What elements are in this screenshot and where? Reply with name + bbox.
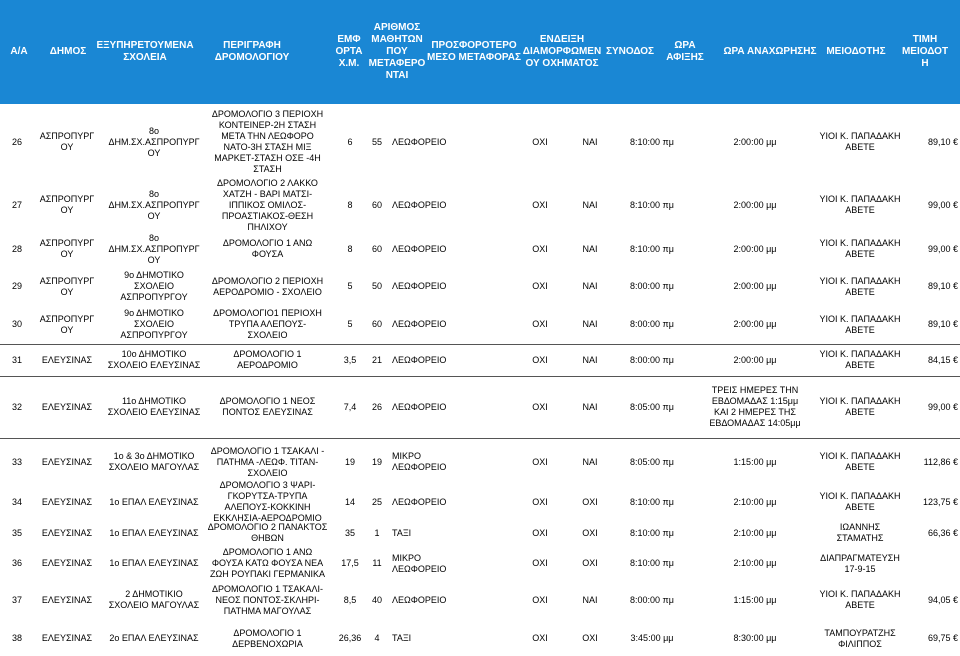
cell-sxoleia: 11ο ΔΗΜΟΤΙΚΟ ΣΧΟΛΕΙΟ ΕΛΕΥΣΙΝΑΣ: [107, 396, 201, 417]
header-cell-endeixi: ΕΝΔΕΙΞΗ ΔΙΑΜΟΡΦΩΜΕΝ ΟΥ ΟΧΗΜΑΤΟΣ: [522, 34, 602, 69]
cell-synodos: ΟΧΙ: [582, 496, 598, 507]
header-cell-afixi: ΩΡΑ ΑΦΙΞΗΣ: [666, 40, 704, 63]
cell-mathites: 55: [371, 136, 382, 147]
cell-dimos: ΕΛΕΥΣΙΝΑΣ: [41, 496, 93, 507]
row-divider: [0, 376, 960, 377]
cell-sxoleia: 9ο ΔΗΜΟΤΙΚΟ ΣΧΟΛΕΙΟ ΑΣΠΡΟΠΥΡΓΟΥ: [120, 270, 188, 302]
cell-mathites: 26: [371, 401, 382, 412]
cell-anaxorisi: 2:00:00 μμ: [733, 243, 777, 254]
table-row: [0, 305, 960, 344]
cell-mathites: 11: [372, 558, 382, 568]
cell-afixi: 8:05:00 πμ: [630, 401, 674, 412]
cell-afixi: 8:10:00 πμ: [630, 558, 674, 568]
cell-mathites: 60: [371, 319, 382, 329]
cell-km: 26,36: [338, 633, 362, 643]
cell-anaxorisi: 2:00:00 μμ: [733, 281, 777, 291]
row-divider: [0, 344, 960, 345]
header-cell-synodos: ΣΥΝΟΔΟΣ: [605, 46, 655, 57]
cell-sxoleia: 1ο ΕΠΑΛ ΕΛΕΥΣΙΝΑΣ: [109, 527, 199, 538]
cell-timi: 89,10 €: [927, 319, 958, 329]
cell-afixi: 8:00:00 πμ: [630, 354, 674, 365]
cell-perigrafi: ΔΡΟΜΟΛΟΓΙΟ1 ΠΕΡΙΟΧΗ ΤΡΥΠΑ ΑΛΕΠΟΥΣ- ΣΧΟΛΕΙΟ: [213, 308, 322, 340]
cell-mathites: 50: [371, 281, 382, 291]
cell-afixi: 8:05:00 πμ: [630, 456, 674, 467]
cell-aa: 34: [11, 496, 22, 507]
cell-sxoleia: 8ο ΔΗΜ.ΣΧ.ΑΣΠΡΟΠΥΡΓ ΟΥ: [108, 232, 200, 265]
cell-endeixi: ΟΧΙ: [532, 496, 548, 507]
cell-endeixi: ΟΧΙ: [532, 401, 548, 412]
cell-sxoleia: 10ο ΔΗΜΟΤΙΚΟ ΣΧΟΛΕΙΟ ΕΛΕΥΣΙΝΑΣ: [107, 349, 201, 370]
cell-meiodotis: ΥΙΟΙ Κ. ΠΑΠΑΔΑΚΗ ΑΒΕΤΕ: [819, 491, 901, 512]
cell-dimos: ΑΣΠΡΟΠΥΡΓ ΟΥ: [39, 313, 95, 335]
cell-anaxorisi: ΤΡΕΙΣ ΗΜΕΡΕΣ ΤΗΝ ΕΒΔΟΜΑΔΑΣ 1:15μμ ΚΑΙ 2 ΗΜΕΡΕΣ ΤΗΣ ΕΒΔΟΜΑΔΑΣ 14:05μμ: [709, 385, 801, 428]
cell-timi: 112,86 €: [923, 456, 958, 467]
cell-anaxorisi: 8:30:00 μμ: [733, 633, 777, 643]
table-row: [0, 438, 960, 486]
cell-meso: ΛΕΩΦΟΡΕΙΟ: [392, 319, 447, 329]
cell-meiodotis: ΙΩΑΝΝΗΣ ΣΤΑΜΑΤΗΣ: [836, 522, 884, 543]
cell-synodos: ΝΑΙ: [582, 401, 598, 412]
cell-sxoleia: 8ο ΔΗΜ.ΣΧ.ΑΣΠΡΟΠΥΡΓ ΟΥ: [108, 125, 200, 158]
cell-timi: 99,00 €: [927, 243, 958, 254]
cell-km: 14: [344, 496, 355, 507]
cell-meso: ΛΕΩΦΟΡΕΙΟ: [392, 281, 447, 291]
cell-meso: ΛΕΩΦΟΡΕΙΟ: [392, 496, 447, 507]
cell-anaxorisi: 2:00:00 μμ: [733, 354, 777, 365]
cell-dimos: ΑΣΠΡΟΠΥΡΓ ΟΥ: [39, 131, 95, 152]
cell-meso: ΜΙΚΡΟ ΛΕΩΦΟΡΕΙΟ: [392, 451, 447, 472]
cell-km: 6: [347, 136, 353, 147]
cell-synodos: ΝΑΙ: [582, 354, 598, 365]
header-cell-anaxorisi: ΩΡΑ ΑΝΑΧΩΡΗΣΗΣ: [723, 46, 817, 57]
cell-timi: 84,15 €: [927, 354, 958, 365]
cell-km: 7,4: [343, 401, 357, 412]
cell-endeixi: ΟΧΙ: [532, 199, 548, 210]
table-row: [0, 104, 960, 180]
cell-perigrafi: ΔΡΟΜΟΛΟΓΙΟ 1 ΑΕΡΟΔΡΟΜΙΟ: [233, 349, 302, 370]
cell-endeixi: ΟΧΙ: [532, 633, 548, 643]
cell-afixi: 8:00:00 πμ: [630, 319, 674, 329]
cell-aa: 29: [11, 281, 22, 291]
table-row: [0, 177, 960, 232]
cell-timi: 89,10 €: [927, 136, 958, 147]
cell-meiodotis: ΥΙΟΙ Κ. ΠΑΠΑΔΑΚΗ ΑΒΕΤΕ: [819, 275, 901, 297]
cell-perigrafi: ΔΡΟΜΟΛΟΓΙΟ 1 ΔΕΡΒΕΝΟΧΩΡΙΑ: [232, 627, 303, 649]
table-row: [0, 579, 960, 621]
table-row: [0, 518, 960, 548]
cell-meiodotis: ΥΙΟΙ Κ. ΠΑΠΑΔΑΚΗ ΑΒΕΤΕ: [819, 194, 901, 215]
cell-meiodotis: ΔΙΑΠΡΑΓΜΑΤΕΥΣΗ 17-9-15: [820, 552, 900, 574]
cell-timi: 89,10 €: [927, 281, 958, 291]
cell-dimos: ΕΛΕΥΣΙΝΑΣ: [41, 558, 93, 568]
cell-anaxorisi: 2:10:00 μμ: [733, 558, 777, 568]
cell-dimos: ΕΛΕΥΣΙΝΑΣ: [41, 401, 93, 412]
cell-perigrafi: ΔΡΟΜΟΛΟΓΙΟ 1 ΤΣΑΚΑΛΙ- ΝΕΟΣ ΠΟΝΤΟΣ-ΣΚΛΗΡΙ- ΠΑΤΗΜΑ ΜΑΓΟΥΛΑΣ: [211, 583, 324, 616]
cell-meiodotis: ΥΙΟΙ Κ. ΠΑΠΑΔΑΚΗ ΑΒΕΤΕ: [819, 451, 901, 472]
cell-perigrafi: ΔΡΟΜΟΛΟΓΙΟ 2 ΠΑΝΑΚΤΟΣ ΘΗΒΩΝ: [207, 522, 328, 543]
table-row: [0, 621, 960, 656]
cell-mathites: 21: [371, 354, 382, 365]
cell-timi: 94,05 €: [927, 594, 958, 605]
cell-endeixi: ΟΧΙ: [532, 456, 548, 467]
cell-mathites: 60: [371, 243, 382, 254]
cell-endeixi: ΟΧΙ: [532, 281, 548, 291]
cell-meso: ΛΕΩΦΟΡΕΙΟ: [392, 243, 447, 254]
cell-aa: 38: [11, 633, 22, 643]
cell-perigrafi: ΔΡΟΜΟΛΟΓΙΟ 3 ΨΑΡΙ- ΓΚΟΡΥΤΣΑ-ΤΡΥΠΑ ΑΛΕΠΟΥΣ-ΚΟΚΚΙΝΗ ΕΚΚΛΗΣΙΑ-ΑΕΡΟΔΡΟΜΙΟ: [213, 480, 322, 523]
cell-perigrafi: ΔΡΟΜΟΛΟΓΙΟ 1 ΤΣΑΚΑΛΙ - ΠΑΤΗΜΑ -ΛΕΩΦ. ΤΙΤΑΝ- ΣΧΟΛΕΙΟ: [210, 445, 325, 478]
cell-meiodotis: ΤΑΜΠΟΥΡΑΤΖΗΣ ΦΙΛΙΠΠΟΣ: [824, 627, 896, 649]
cell-synodos: ΝΑΙ: [582, 136, 598, 147]
cell-km: 19: [344, 456, 355, 467]
cell-km: 5: [347, 281, 353, 291]
cell-meso: ΤΑΞΙ: [392, 527, 412, 538]
cell-aa: 27: [11, 199, 22, 210]
cell-meso: ΜΙΚΡΟ ΛΕΩΦΟΡΕΙΟ: [392, 552, 447, 574]
cell-aa: 32: [11, 401, 22, 412]
cell-meiodotis: ΥΙΟΙ Κ. ΠΑΠΑΔΑΚΗ ΑΒΕΤΕ: [819, 238, 901, 259]
row-divider: [0, 438, 960, 439]
cell-sxoleia: 9ο ΔΗΜΟΤΙΚΟ ΣΧΟΛΕΙΟ ΑΣΠΡΟΠΥΡΓΟΥ: [120, 308, 188, 340]
cell-aa: 35: [11, 527, 22, 538]
cell-synodos: ΟΧΙ: [582, 527, 598, 538]
cell-meiodotis: ΥΙΟΙ Κ. ΠΑΠΑΔΑΚΗ ΑΒΕΤΕ: [819, 313, 901, 335]
cell-endeixi: ΟΧΙ: [532, 243, 548, 254]
cell-endeixi: ΟΧΙ: [532, 354, 548, 365]
cell-meso: ΛΕΩΦΟΡΕΙΟ: [392, 594, 447, 605]
cell-aa: 31: [11, 354, 22, 365]
cell-aa: 33: [11, 456, 22, 467]
header-cell-dimos: ΔΗΜΟΣ: [49, 46, 87, 57]
header-cell-aa: Α/Α: [10, 46, 28, 57]
cell-km: 17,5: [341, 558, 359, 568]
cell-synodos: ΟΧΙ: [582, 558, 598, 568]
cell-afixi: 8:10:00 πμ: [630, 496, 674, 507]
cell-dimos: ΑΣΠΡΟΠΥΡΓ ΟΥ: [39, 238, 95, 259]
table-row: [0, 344, 960, 376]
header-cell-km: ΕΜΦ ΟΡΤΑ Χ.Μ.: [335, 34, 363, 69]
cell-aa: 30: [11, 319, 22, 329]
cell-synodos: ΝΑΙ: [582, 243, 598, 254]
cell-afixi: 3:45:00 μμ: [630, 633, 674, 643]
cell-mathites: 60: [371, 199, 382, 210]
cell-km: 3,5: [343, 354, 357, 365]
cell-timi: 66,36 €: [927, 527, 958, 538]
cell-afixi: 8:10:00 πμ: [630, 199, 674, 210]
cell-meiodotis: ΥΙΟΙ Κ. ΠΑΠΑΔΑΚΗ ΑΒΕΤΕ: [819, 396, 901, 417]
cell-endeixi: ΟΧΙ: [532, 558, 548, 568]
cell-meso: ΛΕΩΦΟΡΕΙΟ: [392, 401, 447, 412]
cell-endeixi: ΟΧΙ: [532, 319, 548, 329]
header-cell-timi: ΤΙΜΗ ΜΕΙΟΔΟΤ Η: [901, 34, 949, 69]
cell-anaxorisi: 2:10:00 μμ: [733, 527, 777, 538]
cell-km: 5: [347, 319, 353, 329]
cell-anaxorisi: 2:00:00 μμ: [733, 319, 777, 329]
cell-timi: 69,75 €: [927, 633, 958, 643]
cell-km: 8: [347, 243, 353, 254]
cell-dimos: ΑΣΠΡΟΠΥΡΓ ΟΥ: [39, 275, 95, 297]
table-row: [0, 548, 960, 579]
header-cell-mathites: ΑΡΙΘΜΟΣ ΜΑΘΗΤΩΝ ΠΟΥ ΜΕΤΑΦΕΡΟ ΝΤΑΙ: [368, 22, 426, 81]
cell-km: 35: [344, 527, 355, 538]
cell-meiodotis: ΥΙΟΙ Κ. ΠΑΠΑΔΑΚΗ ΑΒΕΤΕ: [819, 131, 901, 152]
cell-synodos: ΝΑΙ: [582, 319, 598, 329]
cell-dimos: ΕΛΕΥΣΙΝΑΣ: [41, 354, 93, 365]
cell-km: 8: [347, 199, 353, 210]
cell-aa: 37: [11, 594, 22, 605]
cell-meso: ΛΕΩΦΟΡΕΙΟ: [392, 354, 447, 365]
cell-sxoleia: 2ο ΕΠΑΛ ΕΛΕΥΣΙΝΑΣ: [109, 633, 199, 643]
cell-sxoleia: 2 ΔΗΜΟΤΙΚΙΟ ΣΧΟΛΕΙΟ ΜΑΓΟΥΛΑΣ: [108, 589, 200, 610]
cell-endeixi: ΟΧΙ: [532, 594, 548, 605]
table-row: [0, 376, 960, 438]
cell-dimos: ΕΛΕΥΣΙΝΑΣ: [41, 527, 93, 538]
cell-km: 8,5: [343, 594, 357, 605]
cell-meiodotis: ΥΙΟΙ Κ. ΠΑΠΑΔΑΚΗ ΑΒΕΤΕ: [819, 349, 901, 370]
cell-aa: 36: [11, 558, 22, 568]
cell-timi: 99,00 €: [927, 199, 958, 210]
header-cell-perigrafi: ΠΕΡΙΓΡΑΦΗ ΔΡΟΜΟΛΟΓΙΟΥ: [214, 40, 290, 63]
header-cell-meiodotis: ΜΕΙΟΔΟΤΗΣ: [826, 46, 886, 57]
cell-anaxorisi: 1:15:00 μμ: [733, 594, 777, 605]
cell-timi: 123,75 €: [922, 496, 958, 507]
cell-synodos: ΝΑΙ: [582, 594, 598, 605]
cell-mathites: 1: [374, 527, 380, 538]
cell-mathites: 40: [371, 594, 382, 605]
cell-endeixi: ΟΧΙ: [532, 136, 548, 147]
table-header: [0, 0, 960, 104]
cell-mathites: 19: [371, 456, 382, 467]
cell-timi: 99,00 €: [927, 401, 958, 412]
cell-dimos: ΕΛΕΥΣΙΝΑΣ: [41, 633, 93, 643]
table-row: [0, 268, 960, 305]
cell-synodos: ΟΧΙ: [582, 633, 598, 643]
cell-anaxorisi: 2:00:00 μμ: [733, 136, 777, 147]
cell-synodos: ΝΑΙ: [582, 456, 598, 467]
table-row: [0, 480, 960, 523]
cell-dimos: ΕΛΕΥΣΙΝΑΣ: [41, 594, 93, 605]
cell-sxoleia: 1ο & 3ο ΔΗΜΟΤΙΚΟ ΣΧΟΛΕΙΟ ΜΑΓΟΥΛΑΣ: [108, 451, 200, 472]
cell-meso: ΛΕΩΦΟΡΕΙΟ: [392, 199, 447, 210]
cell-perigrafi: ΔΡΟΜΟΛΟΓΙΟ 1 ΝΕΟΣ ΠΟΝΤΟΣ ΕΛΕΥΣΙΝΑΣ: [219, 396, 316, 417]
cell-afixi: 8:00:00 πμ: [630, 594, 674, 605]
cell-anaxorisi: 1:15:00 μμ: [733, 456, 777, 467]
cell-mathites: 4: [374, 633, 380, 643]
header-cell-sxoleia: ΕΞΥΠΗΡΕΤΟΥΜΕΝΑ ΣΧΟΛΕΙΑ: [96, 40, 194, 63]
cell-synodos: ΝΑΙ: [582, 199, 598, 210]
cell-perigrafi: ΔΡΟΜΟΛΟΓΙΟ 3 ΠΕΡΙΟΧΗ ΚΟΝΤΕΙΝΕΡ-2Η ΣΤΑΣΗ ΜΕΤΑ ΤΗΝ ΛΕΩΦΟΡΟ ΝΑΤΟ-3Η ΣΤΑΣΗ ΜΙΞ ΜΑΡΚΕΤ-ΣΤΑΣΗ ΟΣΕ -4Η ΣΤΑΣΗ: [211, 109, 324, 174]
cell-mathites: 25: [371, 496, 382, 507]
cell-sxoleia: 1ο ΕΠΑΛ ΕΛΕΥΣΙΝΑΣ: [109, 558, 199, 568]
header-cell-meso: ΠΡΟΣΦΟΡΟΤΕΡΟ ΜΕΣΟ ΜΕΤΑΦΟΡΑΣ: [426, 40, 521, 63]
cell-aa: 28: [11, 243, 22, 254]
table-body: [0, 104, 960, 656]
cell-timi: [905, 548, 958, 579]
cell-afixi: 8:10:00 πμ: [630, 527, 674, 538]
cell-afixi: 8:10:00 πμ: [630, 243, 674, 254]
cell-dimos: ΑΣΠΡΟΠΥΡΓ ΟΥ: [39, 194, 95, 215]
cell-meiodotis: ΥΙΟΙ Κ. ΠΑΠΑΔΑΚΗ ΑΒΕΤΕ: [819, 589, 901, 610]
cell-endeixi: ΟΧΙ: [532, 527, 548, 538]
cell-synodos: ΝΑΙ: [582, 281, 598, 291]
cell-afixi: 8:10:00 πμ: [630, 136, 674, 147]
cell-afixi: 8:00:00 πμ: [630, 281, 674, 291]
cell-perigrafi: ΔΡΟΜΟΛΟΓΙΟ 2 ΛΑΚΚΟ ΧΑΤΖΗ - ΒΑΡΙ ΜΑΤΣΙ- ΙΠΠΙΚΟΣ ΟΜΙΛΟΣ- ΠΡΟΑΣΤΙΑΚΟΣ-ΘΕΣΗ ΠΗΛΙΧΟΥ: [217, 177, 318, 232]
cell-sxoleia: 8ο ΔΗΜ.ΣΧ.ΑΣΠΡΟΠΥΡΓ ΟΥ: [108, 188, 200, 221]
cell-sxoleia: 1ο ΕΠΑΛ ΕΛΕΥΣΙΝΑΣ: [109, 496, 199, 507]
cell-perigrafi: ΔΡΟΜΟΛΟΓΙΟ 2 ΠΕΡΙΟΧΗ ΑΕΡΟΔΡΟΜΙΟ - ΣΧΟΛΕΙΟ: [211, 275, 324, 297]
cell-perigrafi: ΔΡΟΜΟΛΟΓΙΟ 1 ΑΝΩ ΦΟΥΣΑ ΚΑΤΩ ΦΟΥΣΑ ΝΕΑ ΖΩΗ ΡΟΥΠΑΚΙ ΓΕΡΜΑΝΙΚΑ: [210, 547, 325, 579]
cell-aa: 26: [11, 136, 22, 147]
cell-meso: ΛΕΩΦΟΡΕΙΟ: [392, 136, 447, 147]
table-row: [0, 230, 960, 268]
cell-perigrafi: ΔΡΟΜΟΛΟΓΙΟ 1 ΑΝΩ ΦΟΥΣΑ: [222, 238, 313, 259]
cell-meso: ΤΑΞΙ: [392, 633, 412, 643]
cell-dimos: ΕΛΕΥΣΙΝΑΣ: [41, 456, 93, 467]
cell-anaxorisi: 2:10:00 μμ: [733, 496, 777, 507]
cell-anaxorisi: 2:00:00 μμ: [733, 199, 777, 210]
